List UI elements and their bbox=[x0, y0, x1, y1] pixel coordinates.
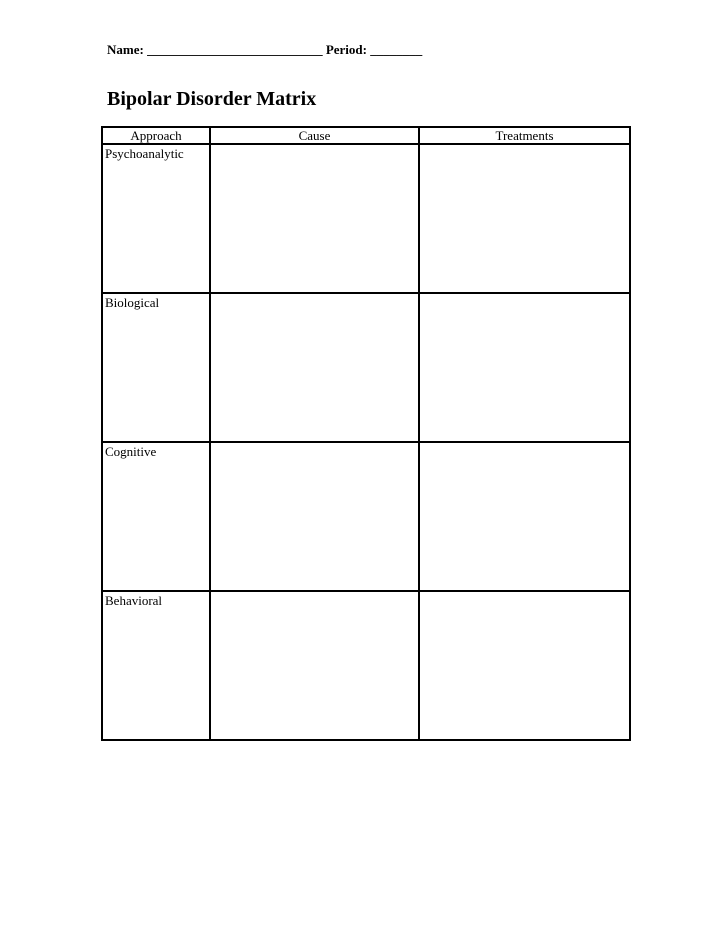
column-header-cause: Cause bbox=[210, 127, 419, 144]
cause-cell bbox=[210, 591, 419, 740]
column-header-approach: Approach bbox=[102, 127, 210, 144]
table-row bbox=[102, 144, 630, 293]
treatments-cell bbox=[419, 591, 630, 740]
approach-cell: Cognitive bbox=[102, 442, 210, 591]
treatments-cell bbox=[419, 293, 630, 442]
table-row bbox=[102, 293, 630, 442]
treatments-cell bbox=[419, 144, 630, 293]
table-row bbox=[102, 591, 630, 740]
table-header-row bbox=[102, 127, 630, 144]
cause-cell bbox=[210, 293, 419, 442]
approach-cell: Behavioral bbox=[102, 591, 210, 740]
page-title: Bipolar Disorder Matrix bbox=[107, 88, 317, 110]
bipolar-matrix-table bbox=[101, 126, 631, 741]
column-header-treatments: Treatments bbox=[419, 127, 630, 144]
cause-cell bbox=[210, 442, 419, 591]
name-period-line: Name: ___________________________ Period: ________ bbox=[107, 42, 423, 57]
table-row bbox=[102, 442, 630, 591]
approach-cell: Psychoanalytic bbox=[102, 144, 210, 293]
cause-cell bbox=[210, 144, 419, 293]
treatments-cell bbox=[419, 442, 630, 591]
approach-cell: Biological bbox=[102, 293, 210, 442]
